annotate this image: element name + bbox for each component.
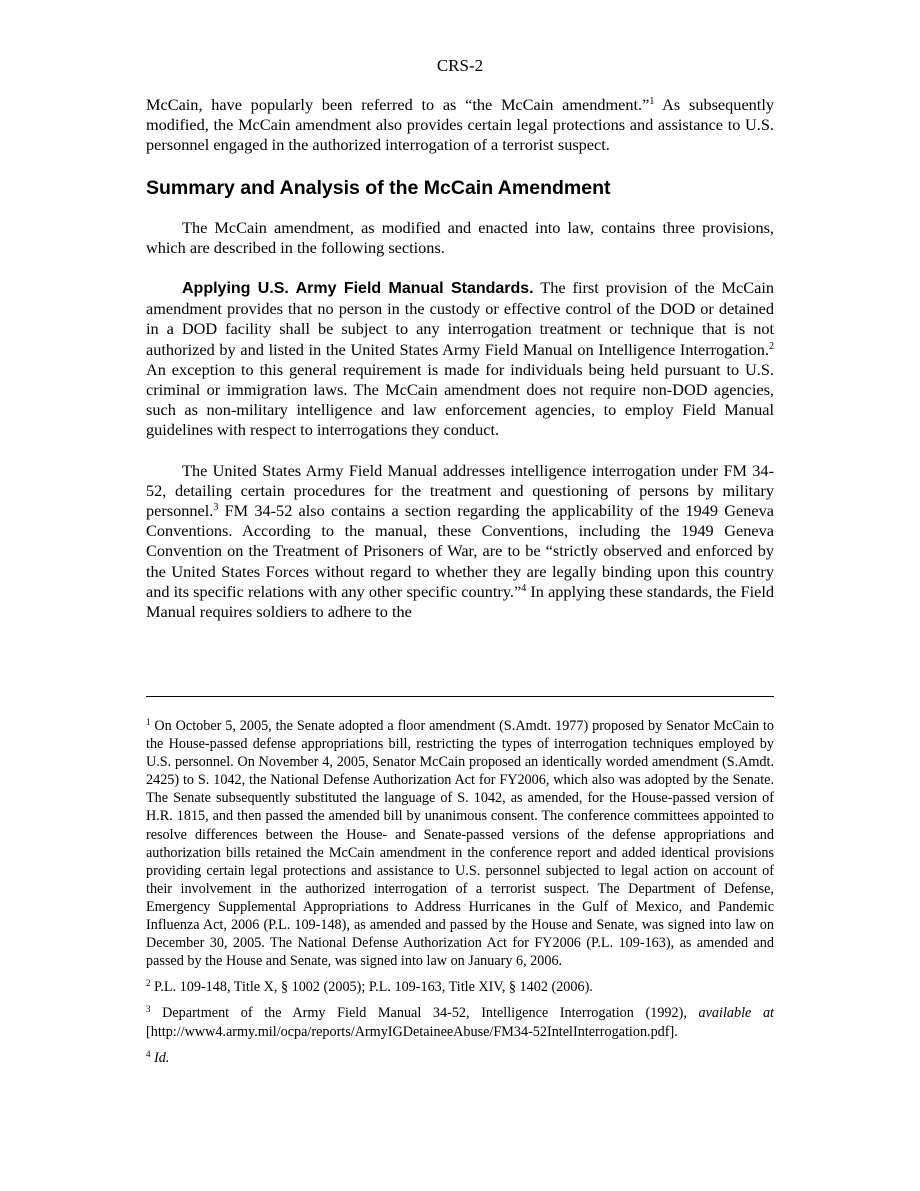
footnote-4: $^4$ Id. xyxy=(146,1048,170,1066)
page-number: CRS-2 xyxy=(436,56,484,75)
section-heading: Summary and Analysis of the McCain Amendment xyxy=(146,176,611,199)
run-in-heading: Applying U.S. Army Field Manual Standards. xyxy=(182,280,534,298)
footnote-ref-2[interactable]: 2 xyxy=(769,340,774,352)
footnote-number: 2 xyxy=(146,978,151,989)
footnote-number: 4 xyxy=(146,1048,151,1059)
footnote-number: 3 xyxy=(146,1004,151,1015)
geneva-paragraph: The United States Army Field Manual addresses intelligence interrogation under FM 34-52, detailing certain procedures for the treatment and questioning of persons by military personnel.$^3$ FM 34-52 also contains a section regarding the applicability of the 1949 Geneva Conventions. According to the manual, these Conventions, including the 1949 Geneva Convention on the Treatment of Prisoners of War, are to be “strictly observed and enforced by the United States Forces without regard to whether they are legally binding upon this country and its specific relations with any other specific country.”$^4$ In applying these standards, the Field Manual requires soldiers to adhere to the xyxy=(146,460,774,622)
intro-paragraph: McCain, have popularly been referred to as “the McCain amendment.”$^1$ As subsequently modified, the McCain amendment also provides certain legal protections and assistance to U.S. personnel engaged in the authorized interrogation of a terrorist suspect. xyxy=(146,95,774,155)
footnote-ref-1[interactable]: 1 xyxy=(649,96,655,107)
footnote-separator xyxy=(146,696,774,697)
footnote-ref-3[interactable]: 3 xyxy=(213,502,219,514)
body-text xyxy=(146,95,774,642)
footnote-number: 1 xyxy=(146,717,151,727)
provisions-paragraph: The McCain amendment, as modified and enacted into law, contains three provisions, which are described in the following sections. xyxy=(146,217,774,257)
footnote-url: [http://www4.army.mil/ocpa/reports/ArmyIGDetaineeAbuse/FM34-52IntelInterrogation.pdf]. xyxy=(146,1023,678,1040)
footnote-2: $^2$ P.L. 109-148, Title X, § 1002 (2005); P.L. 109-163, Title XIV, § 1402 (2006). xyxy=(146,978,593,996)
field-manual-paragraph: Applying U.S. Army Field Manual Standards. The first provision of the McCain amendment provides that no person in the custody or effective control of the DOD or detained in a DOD facility shall be subject to any interrogation treatment or technique that is not authorized by and listed in the United States Army Field Manual on Intelligence Interrogation.$^2$ An exception to this general requirement is made for individuals being held pursuant to U.S. criminal or immigration laws. The McCain amendment does not require non-DOD agencies, such as non-military intelligence and law enforcement agencies, to employ Field Manual guidelines with respect to interrogations they conduct. xyxy=(146,278,774,440)
footnote-1: $^1$ On October 5, 2005, the Senate adopted a floor amendment (S.Amdt. 1977) proposed by Senator McCain to the House-passed defense appropriations bill, restricting the types of interrogation techniques employed by U.S. personnel. On November 4, 2005, Senator McCain proposed an identically worded amendment (S.Amdt. 2425) to S. 1042, the National Defense Authorization Act for FY2006, which also was adopted by the Senate. The Senate subsequently substituted the language of S. 1042, as amended, for the House-passed version of H.R. 1815, and then passed the amended bill by unanimous consent. The conference committees appointed to resolve differences between the House- and Senate-passed versions of the defense appropriations and authorization bills retained the McCain amendment in the conference report and added identical provisions providing certain legal protections and assistance to U.S. personnel subjected to legal action on account of their involvement in the authorized interrogation of a terrorist suspect. The Department of Defense, Emergency Supplemental Appropriations to Address Hurricanes in the Gulf of Mexico, and Pandemic Influenza Act, 2006 (P.L. 109-148), as amended and passed by the House and Senate, was signed into law on December 30, 2005. The National Defense Authorization Act for FY2006 (P.L. 109-163), as amended and passed by the House and Senate, was signed into law on January 6, 2006. xyxy=(146,717,774,970)
footnote-3: $^3$ Department of the Army Field Manual 34-52, Intelligence Interrogation (1992), available at [http://www4.army.mil/ocpa/reports/ArmyIGDetaineeAbuse/FM34-52IntelInterrogation.pdf]. xyxy=(146,1004,774,1040)
footnote-ref-4[interactable]: 4 xyxy=(521,582,527,594)
footnotes xyxy=(146,717,774,1075)
